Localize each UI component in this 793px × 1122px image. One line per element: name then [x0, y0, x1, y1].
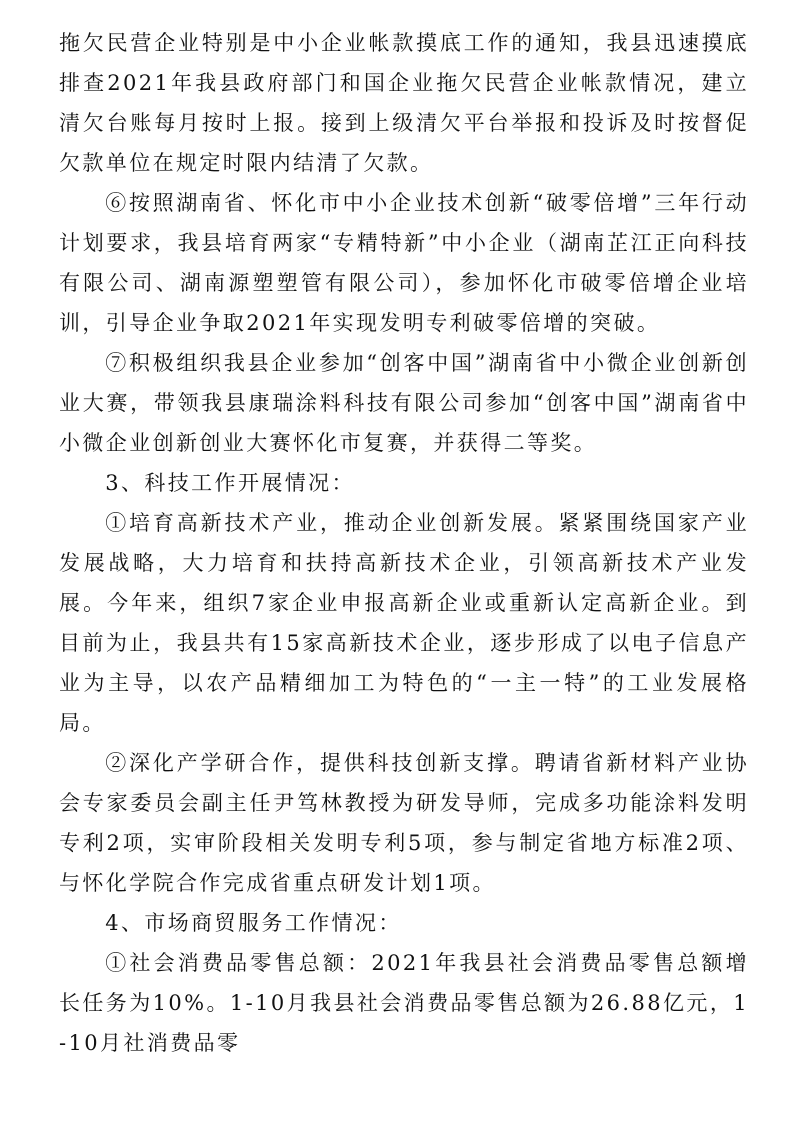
paragraph-arrears-clearance: 拖欠民营企业特别是中小企业帐款摸底工作的通知，我县迅速摸底排查2021年我县政府部门和国企业拖欠民营企业帐款情况，建立清欠台账每月按时上报。接到上级清欠平台举报和投诉及时按督促欠款单位在规定时限内结清了欠款。 [59, 31, 749, 175]
section-heading-technology: 3、科技工作开展情况： [105, 471, 355, 495]
paragraph-item-7-competition: ⑦积极组织我县企业参加“创客中国”湖南省中小微企业创新创业大赛，带领我县康瑞涂料科技有限公司参加“创客中国”湖南省中小微企业创新创业大赛怀化市复赛，并获得二等奖。 [59, 351, 749, 455]
paragraph-tech-item-2: ②深化产学研合作，提供科技创新支撑。聘请省新材料产业协会专家委员会副主任尹笃林教授为研发导师，完成多功能涂料发明专利2项，实审阶段相关发明专利5项，参与制定省地方标准2项、与怀化学院合作完成省重点研发计划1项。 [59, 751, 749, 895]
paragraph-commerce-item-1: ①社会消费品零售总额：2021年我县社会消费品零售总额增长任务为10%。1-10月我县社会消费品零售总额为26.88亿元，1-10月社消费品零 [59, 951, 749, 1055]
document-body [59, 23, 749, 1063]
section-heading-commerce: 4、市场商贸服务工作情况： [105, 911, 402, 935]
paragraph-item-6-innovation: ⑥按照湖南省、怀化市中小企业技术创新“破零倍增”三年行动计划要求，我县培育两家“专精特新”中小企业（湖南芷江正向科技有限公司、湖南源塑塑管有限公司），参加怀化市破零倍增企业培训，引导企业争取2021年实现发明专利破零倍增的突破。 [59, 191, 749, 335]
paragraph-tech-item-1: ①培育高新技术产业，推动企业创新发展。紧紧围绕国家产业发展战略，大力培育和扶持高新技术企业，引领高新技术产业发展。今年来，组织7家企业申报高新企业或重新认定高新企业。到目前为止，我县共有15家高新技术企业，逐步形成了以电子信息产业为主导，以农产品精细加工为特色的“一主一特”的工业发展格局。 [59, 511, 749, 735]
